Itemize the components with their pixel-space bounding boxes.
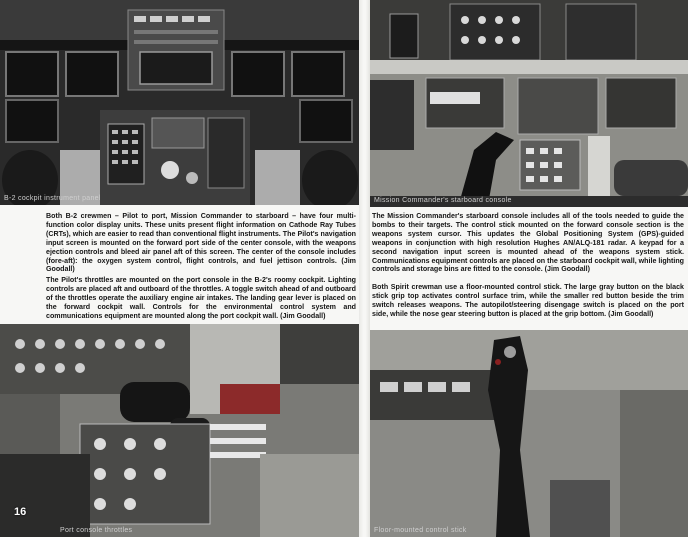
control-stick-graphic [370, 330, 688, 537]
control-stick-label: Floor-mounted control stick [374, 527, 467, 534]
control-stick-caption: Both Spirit crewman use a floor-mounted control stick. The large gray button on the black stick grip top activates control surface trim, while the smaller red button beside the trim switch releases weapons. The autopilot/steering disengage switch is placed on the port side, while the nose gear steering button is placed at the grip bottom. (Jim Goodall) [372, 283, 684, 319]
starboard-console-graphic [370, 0, 688, 207]
control-stick-photo [370, 330, 688, 537]
right-caption-block [372, 212, 684, 321]
page-number: 16 [14, 506, 27, 518]
cockpit-photo-graphic [0, 0, 359, 205]
cockpit-photo-label: B-2 cockpit instrument panel [4, 195, 101, 202]
starboard-console-photo [370, 0, 688, 207]
left-caption-block [46, 212, 356, 323]
throttle-photo-graphic [0, 324, 359, 537]
starboard-console-label: Mission Commander's starboard console [374, 197, 512, 204]
cockpit-photo [0, 0, 359, 205]
page-gutter [359, 0, 370, 537]
cockpit-caption: Both B-2 crewmen – Pilot to port, Mission Commander to starboard – have four multi-function color display units. These units present flight information on Cathode Ray Tubes (CRTs), which are easier to read than conventional flight instruments. The Pilot's navigation input screen is mounted on the forward port side of the center console, with the weapons ejection controls and bleed air panel aft of this screen. The center of the console includes (fore-aft): the oxygen system control, flight controls, and fuel jettison controls. (Jim Goodall) [46, 212, 356, 274]
throttle-caption: The Pilot's throttles are mounted on the port console in the B-2's roomy cockpit. Lighting controls are placed aft and outboard of the throttles. A toggle switch ahead of and outboard of the throttles operate the auxiliary engine air intakes. The landing gear lever is placed on the forward cockpit wall. Controls for the environmental control system and communications equipment are mounted along the port cockpit wall. (Jim Goodall) [46, 276, 356, 320]
throttle-photo-label: Port console throttles [60, 527, 133, 534]
throttle-photo [0, 324, 359, 537]
starboard-console-caption: The Mission Commander's starboard console includes all of the tools needed to guide the bombs to their targets. The control stick mounted on the forward console section is the weapons system cursor. This updates the Global Positioning System (GPS)-guided weapons in conjunction with high resolution Hughes AN/ALQ-181 radar. A keypad for a second navigation input screen is mounted ahead of the weapons system stick. Communications equipment controls are placed on the starboard cockpit wall, while lighting controls and storage bins are fitted to the console. (Jim Goodall) [372, 212, 684, 274]
